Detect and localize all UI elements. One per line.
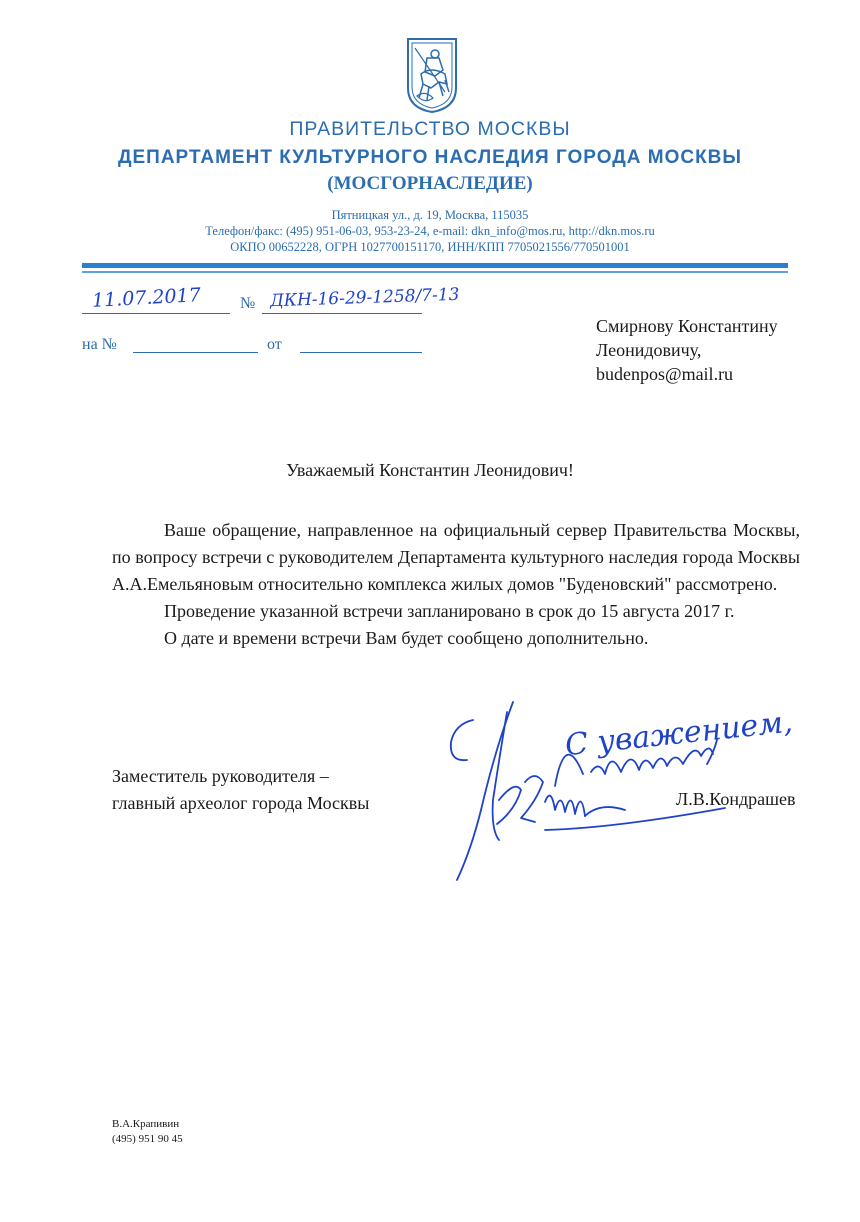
recipient-name: Смирнову Константину — [596, 316, 778, 336]
department-short-name: (МОСГОРНАСЛЕДИЕ) — [327, 173, 533, 194]
reference-number-line — [133, 352, 258, 353]
reference-number-label: на № — [82, 336, 117, 353]
number-label: № — [240, 295, 256, 312]
outgoing-date: 11.07.2017 — [91, 284, 202, 312]
executor-block — [112, 1117, 183, 1147]
recipient-patronymic: Леонидовичу, — [596, 340, 702, 360]
letterhead-divider-thin — [82, 271, 788, 273]
signer-title-line-2: главный археолог города Москвы — [112, 793, 370, 813]
number-field-line — [262, 313, 422, 314]
signer-name: Л.В.Кондрашев — [676, 789, 796, 809]
government-title: ПРАВИТЕЛЬСТВО МОСКВЫ — [289, 118, 571, 140]
executor-name: В.А.Крапивин — [112, 1118, 180, 1130]
recipient-email: budenpos@mail.ru — [596, 364, 734, 384]
paragraph-2: Проведение указанной встречи запланировано в срок до 15 августа 2017 г. — [164, 601, 735, 621]
signer-title — [112, 763, 369, 817]
signer-title-line-1: Заместитель руководителя – — [112, 766, 329, 786]
outgoing-number: ДКН-16-29-1258/7-13 — [269, 284, 460, 312]
moscow-coat-of-arms-icon — [405, 36, 459, 114]
handwritten-closing: С уважением, — [563, 704, 795, 764]
paragraph-1: Ваше обращение, направленное на официальный сервер Правительства Москвы, по вопросу встречи с руководителем Департамента культурного наследия города Москвы А.А.Емельяновым относительно комплекса жилых домов "Буденовский" рассмотрено. — [112, 520, 800, 594]
executor-phone: (495) 951 90 45 — [112, 1133, 183, 1145]
greeting: Уважаемый Константин Леонидович! — [286, 460, 574, 480]
contact-address: Пятницкая ул., д. 19, Москва, 115035 — [331, 208, 529, 222]
reference-date-line — [300, 352, 422, 353]
contact-phone-email: Телефон/факс: (495) 951-06-03, 953-23-24, e-mail: dkn_info@mos.ru, http://dkn.mos.ru — [205, 224, 655, 238]
reference-date-label: от — [267, 336, 282, 353]
date-field-line — [82, 313, 230, 314]
letterhead-divider — [82, 263, 788, 268]
paragraph-3: О дате и времени встречи Вам будет сообщено дополнительно. — [164, 628, 649, 648]
registration-codes: ОКПО 00652228, ОГРН 1027700151170, ИНН/КПП 7705021556/770501001 — [230, 240, 630, 254]
letter-body — [112, 517, 800, 652]
department-title: ДЕПАРТАМЕНТ КУЛЬТУРНОГО НАСЛЕДИЯ ГОРОДА МОСКВЫ — [117, 147, 743, 168]
recipient-block — [596, 314, 778, 386]
